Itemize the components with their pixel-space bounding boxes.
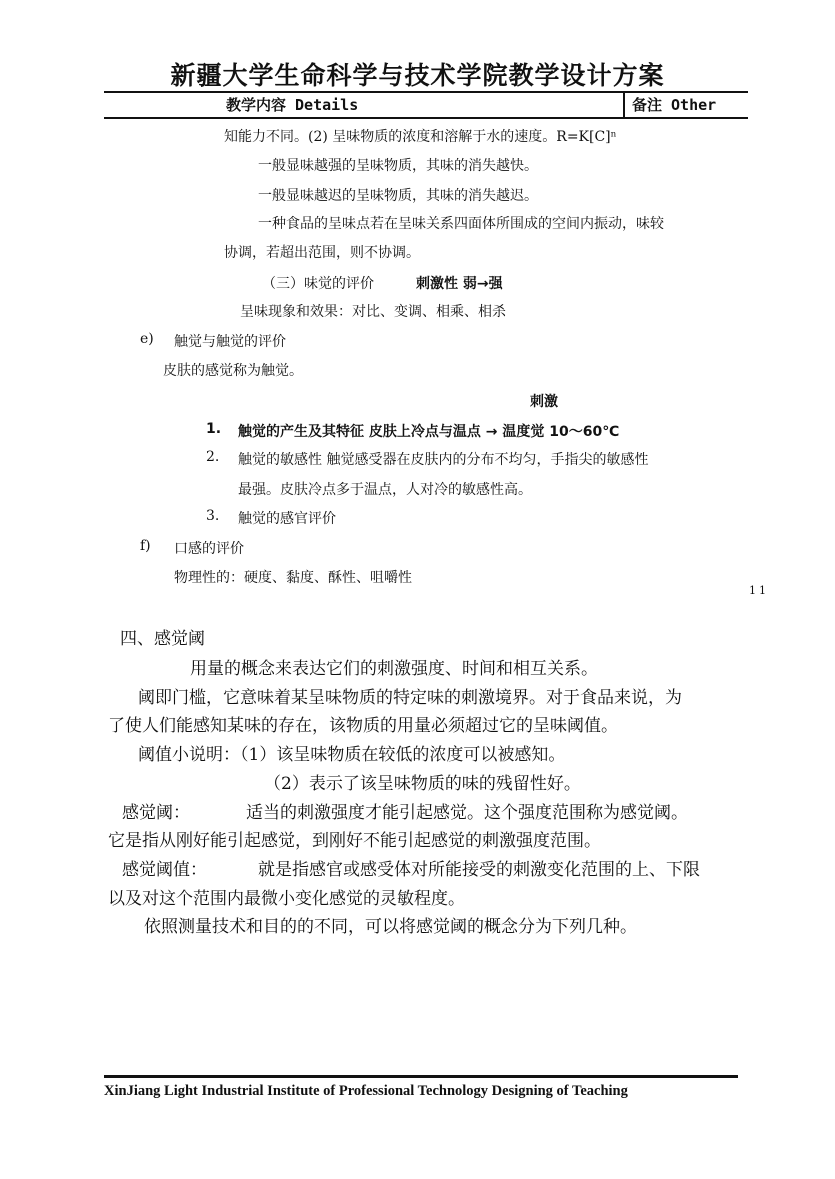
paragraph-line: 阈值小说明：（1）该呈味物质在较低的浓度可以被感知。 [138, 745, 566, 765]
term-label: 感觉阈值： [122, 860, 207, 880]
list-item-title: 触觉的敏感性 触觉感受器在皮肤内的分布不均匀，手指尖的敏感性 [238, 452, 649, 468]
paragraph-line: 用量的概念来表达它们的刺激强度、时间和相互关系。 [190, 659, 598, 679]
header-details-label: 教学内容 Details [226, 96, 359, 114]
text-line: 呈味现象和效果：对比、变调、相乘、相杀 [240, 304, 506, 320]
page-number: 11 [749, 584, 769, 597]
footer-text: XinJiang Light Industrial Institute of Professional Technology Designing of Teaching [104, 1083, 628, 1099]
page-title: 新疆大学生命科学与技术学院教学设计方案 [170, 61, 665, 90]
header-top-rule [104, 91, 748, 93]
text-line: 一种食品的呈味点若在呈味关系四面体所围成的空间内振动，味较 [258, 216, 664, 232]
list-item-title: 触觉的感官评价 [238, 511, 336, 527]
paragraph-line: 适当的刺激强度才能引起感觉。这个强度范围称为感觉阈。 [246, 803, 688, 823]
section-heading: （三）味觉的评价 [262, 276, 374, 292]
section-heading: 四、感觉阈 [120, 629, 205, 649]
list-item-title: 口感的评价 [174, 541, 244, 557]
list-item-title: 触觉与触觉的评价 [174, 334, 286, 350]
paragraph-line: 以及对这个范围内最微小变化感觉的灵敏程度。 [108, 889, 465, 909]
list-item-title: 触觉的产生及其特征 皮肤上冷点与温点 → 温度觉 10～60℃ [238, 424, 620, 440]
paragraph-line: （2）表示了该呈味物质的味的残留性好。 [264, 774, 581, 794]
stimulus-note: 刺激性 弱→强 [416, 276, 503, 292]
term-label: 感觉阈： [122, 803, 190, 823]
paragraph-line: 阈即门槛，它意味着某呈味物质的特定味的刺激境界。对于食品来说，为 [138, 688, 682, 708]
text-line: 协调，若超出范围，则不协调。 [224, 245, 420, 261]
header-bottom-rule [104, 117, 748, 119]
paragraph-line: 就是指感官或感受体对所能接受的刺激变化范围的上、下限 [258, 860, 700, 880]
list-number: 1. [206, 421, 222, 437]
stimulus-label: 刺激 [530, 394, 558, 410]
text-line: 一般显味越强的呈味物质，其味的消失越快。 [258, 158, 538, 174]
header-column-divider [623, 92, 625, 118]
list-number: 3. [206, 508, 220, 524]
text-line: 最强。皮肤冷点多于温点，人对冷的敏感性高。 [238, 482, 532, 498]
header-other-label: 备注 Other [632, 96, 717, 114]
text-line: 知能力不同。(2) 呈味物质的浓度和溶解于水的速度。R=K[C]ⁿ [224, 129, 617, 145]
text-line: 一般显味越迟的呈味物质，其味的消失越迟。 [258, 188, 538, 204]
text-line: 物理性的：硬度、黏度、酥性、咀嚼性 [174, 570, 412, 586]
footer-rule [104, 1075, 738, 1078]
paragraph-line: 了使人们能感知某味的存在，该物质的用量必须超过它的呈味阈值。 [108, 716, 618, 736]
list-number: 2. [206, 449, 220, 465]
list-marker: f) [140, 538, 151, 554]
list-marker: e) [140, 331, 154, 347]
paragraph-line: 它是指从刚好能引起感觉，到刚好不能引起感觉的刺激强度范围。 [108, 831, 601, 851]
paragraph-line: 依照测量技术和目的的不同，可以将感觉阈的概念分为下列几种。 [144, 917, 637, 937]
text-line: 皮肤的感觉称为触觉。 [163, 363, 303, 379]
